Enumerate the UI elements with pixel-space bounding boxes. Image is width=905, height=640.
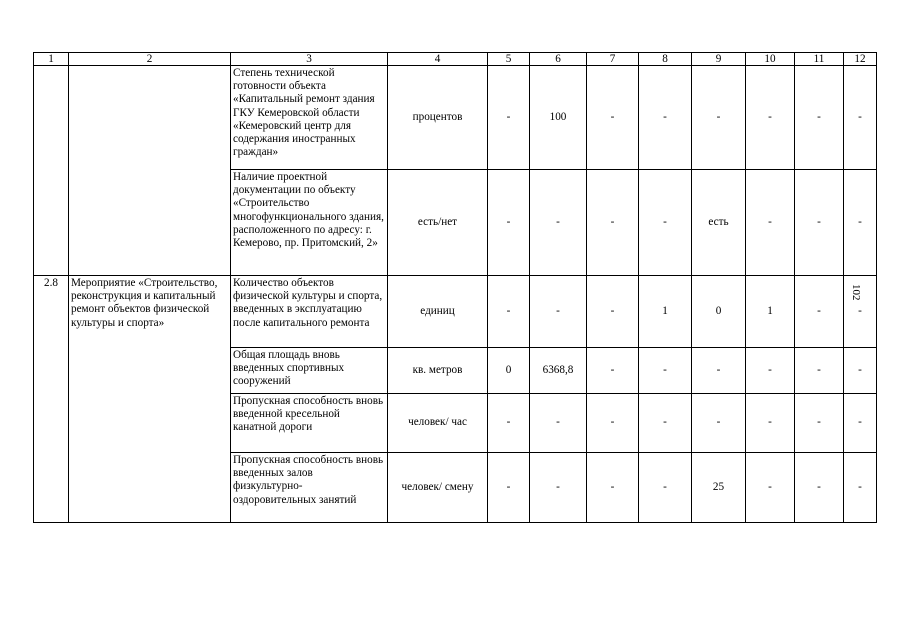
indicator-cell: Степень технической готовности объекта «Капитальный ремонт здания ГКУ Кемеровской области «Кемеровский центр для содержания иностранных граждан» xyxy=(231,66,388,170)
value-cell: 25 xyxy=(692,453,746,523)
header-cell: 7 xyxy=(587,53,639,66)
value-cell: - xyxy=(692,66,746,170)
value-cell: - xyxy=(587,348,639,394)
header-cell: 5 xyxy=(488,53,530,66)
page-number: 102 xyxy=(850,284,862,301)
value-cell: 6368,8 xyxy=(530,348,587,394)
value-cell: 0 xyxy=(488,348,530,394)
value-cell: - xyxy=(639,170,692,276)
code-cell: 2.8 xyxy=(34,276,69,523)
value-cell: - xyxy=(692,394,746,453)
activity-cell xyxy=(69,66,231,276)
value-cell: - xyxy=(639,394,692,453)
value-cell: - xyxy=(844,66,877,170)
value-cell: - xyxy=(692,348,746,394)
value-cell: - xyxy=(530,170,587,276)
value-cell: 1 xyxy=(639,276,692,348)
value-cell: - xyxy=(530,276,587,348)
value-cell: - xyxy=(844,170,877,276)
header-row xyxy=(34,53,877,66)
value-cell: - xyxy=(844,276,877,348)
unit-cell: человек/ час xyxy=(388,394,488,453)
header-cell: 12 xyxy=(844,53,877,66)
value-cell: - xyxy=(746,453,795,523)
value-cell: - xyxy=(795,453,844,523)
header-cell: 8 xyxy=(639,53,692,66)
value-cell: - xyxy=(746,348,795,394)
header-cell: 10 xyxy=(746,53,795,66)
value-cell: - xyxy=(844,453,877,523)
value-cell: 100 xyxy=(530,66,587,170)
data-table xyxy=(33,52,877,523)
value-cell: - xyxy=(844,394,877,453)
value-cell: 0 xyxy=(692,276,746,348)
value-cell: - xyxy=(530,394,587,453)
unit-cell: есть/нет xyxy=(388,170,488,276)
header-cell: 6 xyxy=(530,53,587,66)
value-cell: - xyxy=(587,170,639,276)
unit-cell: процентов xyxy=(388,66,488,170)
unit-cell: кв. метров xyxy=(388,348,488,394)
unit-cell: человек/ смену xyxy=(388,453,488,523)
table-row xyxy=(34,66,877,170)
value-cell: - xyxy=(587,66,639,170)
value-cell: - xyxy=(530,453,587,523)
indicator-cell: Пропускная способность вновь введенной кресельной канатной дороги xyxy=(231,394,388,453)
code-cell xyxy=(34,66,69,276)
indicator-cell: Количество объектов физической культуры и спорта, введенных в эксплуатацию после капитального ремонта xyxy=(231,276,388,348)
value-cell: - xyxy=(639,66,692,170)
value-cell: - xyxy=(746,66,795,170)
value-cell: - xyxy=(639,453,692,523)
header-cell: 3 xyxy=(231,53,388,66)
header-cell: 4 xyxy=(388,53,488,66)
value-cell: - xyxy=(488,394,530,453)
value-cell: есть xyxy=(692,170,746,276)
indicator-cell: Наличие проектной документации по объекту «Строительство многофункционального здания, расположенного по адресу: г. Кемерово, пр. Притомский, 2» xyxy=(231,170,388,276)
value-cell: - xyxy=(795,348,844,394)
value-cell: - xyxy=(795,276,844,348)
value-cell: - xyxy=(746,170,795,276)
value-cell: - xyxy=(795,170,844,276)
value-cell: - xyxy=(488,453,530,523)
header-cell: 9 xyxy=(692,53,746,66)
indicator-cell: Пропускная способность вновь введенных залов физкультурно-оздоровительных занятий xyxy=(231,453,388,523)
table-row xyxy=(34,276,877,348)
value-cell: - xyxy=(795,66,844,170)
value-cell: - xyxy=(587,453,639,523)
unit-cell: единиц xyxy=(388,276,488,348)
value-cell: - xyxy=(639,348,692,394)
activity-cell: Мероприятие «Строительство, реконструкция и капитальный ремонт объектов физической культуры и спорта» xyxy=(69,276,231,523)
header-cell: 1 xyxy=(34,53,69,66)
value-cell: 1 xyxy=(746,276,795,348)
value-cell: - xyxy=(488,66,530,170)
header-cell: 2 xyxy=(69,53,231,66)
value-cell: - xyxy=(587,394,639,453)
value-cell: - xyxy=(488,170,530,276)
indicator-cell: Общая площадь вновь введенных спортивных сооружений xyxy=(231,348,388,394)
value-cell: - xyxy=(844,348,877,394)
value-cell: - xyxy=(587,276,639,348)
value-cell: - xyxy=(746,394,795,453)
value-cell: - xyxy=(488,276,530,348)
value-cell: - xyxy=(795,394,844,453)
header-cell: 11 xyxy=(795,53,844,66)
